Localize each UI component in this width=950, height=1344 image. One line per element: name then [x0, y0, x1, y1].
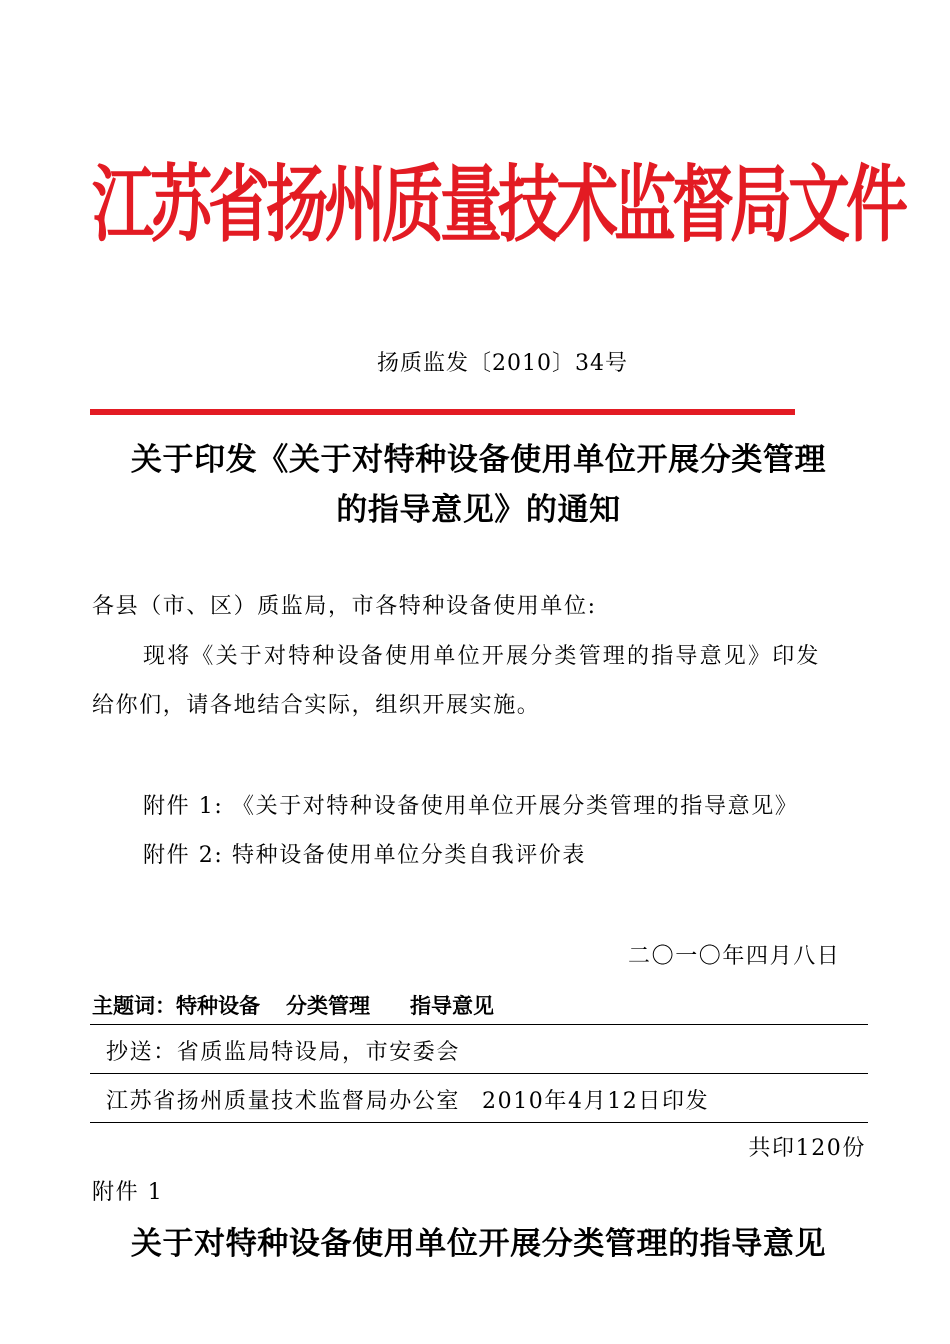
attachment-1-line: 附件 1: 《关于对特种设备使用单位开展分类管理的指导意见》 — [143, 794, 799, 819]
notice-title-line-1: 关于印发《关于对特种设备使用单位开展分类管理 — [130, 442, 827, 478]
issue-date: 二〇一〇年四月八日 — [628, 944, 841, 969]
notice-title-line-2: 的指导意见》的通知 — [336, 492, 621, 528]
keyword: 分类管理 — [286, 994, 370, 1018]
masthead-title: 江苏省扬州质量技术监督局文件 — [92, 155, 905, 254]
footer-rule — [90, 1073, 868, 1074]
footer-rule — [90, 1122, 868, 1123]
keywords-label: 主题词： — [92, 994, 176, 1018]
printer-organization: 江苏省扬州质量技术监督局办公室 — [106, 1089, 461, 1114]
attachment-2-line: 附件 2: 特种设备使用单位分类自我评价表 — [143, 843, 586, 868]
annex-label: 附件 1 — [92, 1180, 164, 1205]
cc-line: 抄送：省质监局特设局，市安委会 — [106, 1040, 461, 1065]
red-separator-line — [90, 409, 795, 415]
keyword: 指导意见 — [410, 994, 494, 1018]
document-number: 扬质监发〔2010〕34号 — [377, 351, 628, 376]
salutation: 各县（市、区）质监局，市各特种设备使用单位: — [92, 594, 597, 619]
keyword: 特种设备 — [176, 994, 260, 1018]
annex-title: 关于对特种设备使用单位开展分类管理的指导意见 — [130, 1226, 827, 1262]
footer-rule — [90, 1024, 868, 1025]
body-paragraph-line-2: 给你们，请各地结合实际，组织开展实施。 — [92, 693, 541, 718]
print-copies: 共印120份 — [748, 1136, 866, 1161]
print-date: 2010年4月12日印发 — [482, 1089, 710, 1114]
printer-line — [106, 1086, 709, 1118]
subject-keywords — [92, 990, 520, 1022]
body-paragraph-line-1: 现将《关于对特种设备使用单位开展分类管理的指导意见》印发 — [143, 644, 821, 669]
